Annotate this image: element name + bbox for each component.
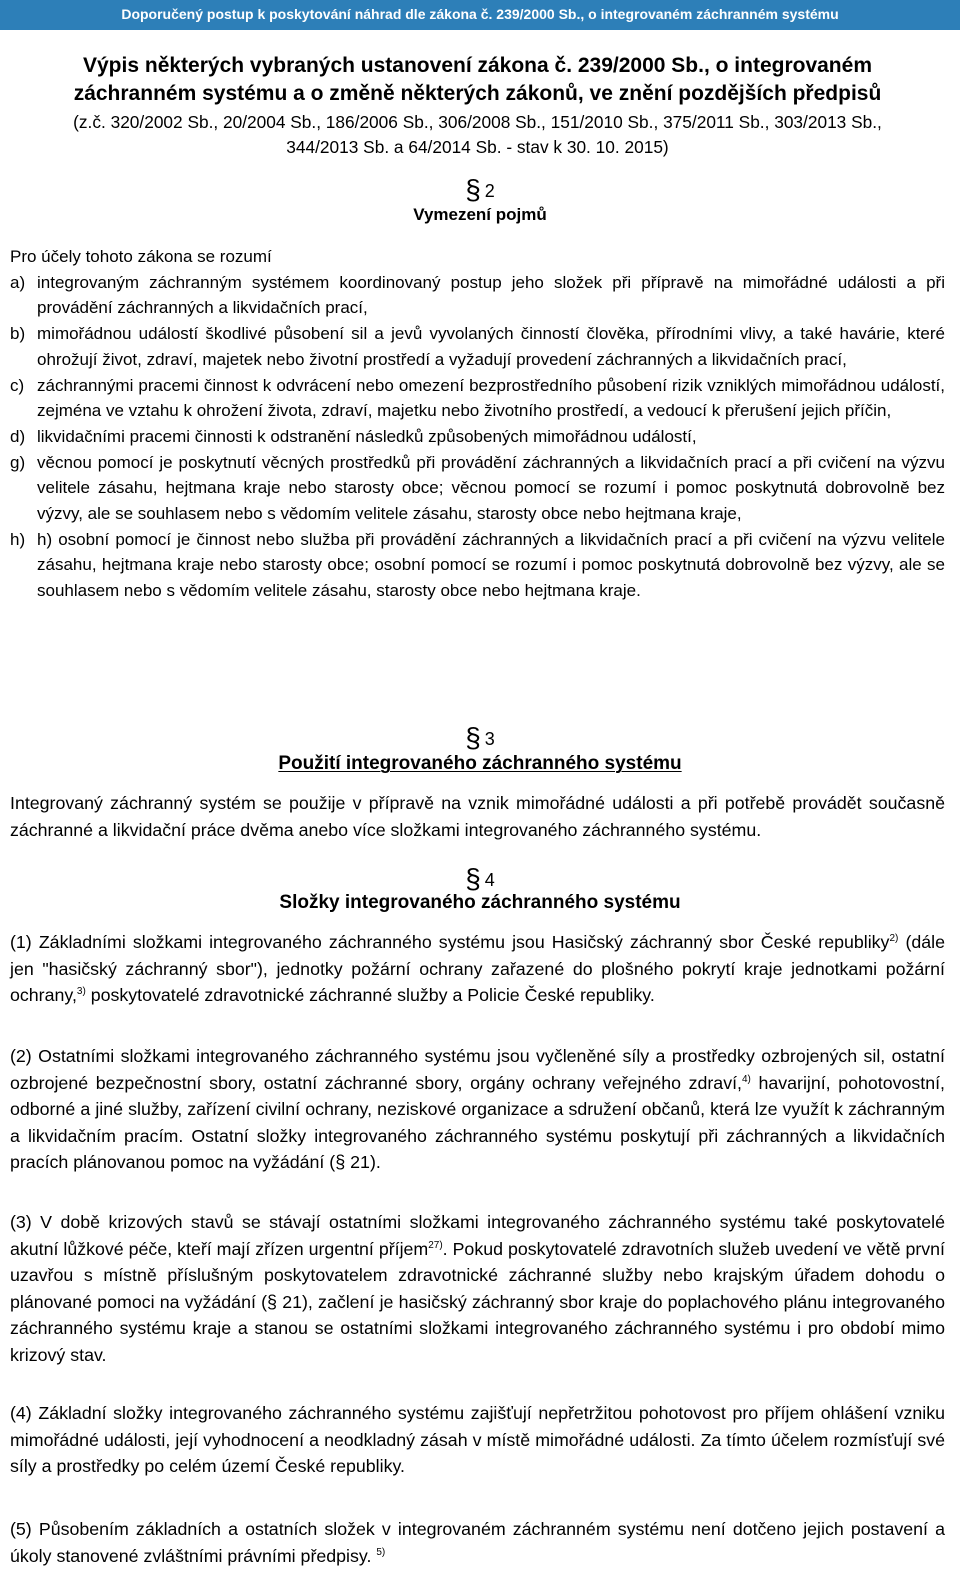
footnote-ref: 5) <box>376 1546 386 1558</box>
paragraph-icon: § <box>465 863 481 894</box>
section-3-number <box>0 722 960 753</box>
section-4-paragraph-4: (4) Základní složky integrovaného záchranného systému zajišťují nepřetržitou pohotovost pro příjem ohlášení vzniku mimořádné události, její vyhodnocení a neodkladný zásah v místě mimořádné události. Za tímto účelem rozmísťují své síly a prostředky po celém území České republiky. <box>10 1403 945 1476</box>
header-title: Doporučený postup k poskytování náhrad dle zákona č. 239/2000 Sb., o integrovaném záchranném systému <box>121 6 839 22</box>
item-label: h) <box>10 529 26 549</box>
section-2-number <box>0 174 960 205</box>
section-2-body <box>10 244 945 604</box>
text-run: (2) Ostatními složkami integrovaného záchranného systému jsou vyčleněné síly a prostředky ozbrojených sil, ostatní ozbrojené bezpečnostní sbory, ostatní záchranné sbory, orgány ochrany veřejného zdraví, <box>10 1046 945 1093</box>
text-run: ). <box>369 1152 381 1172</box>
footnote-ref: 27) <box>428 1239 443 1251</box>
text-run: ), začlení je hasičský záchranný sbor kraje do poplachového plánu integrovaného záchranného systému kraje a stanou se ostatními složkami integrovaného záchranného systému i pro období mimo krizový stav. <box>10 1291 945 1365</box>
item-text: záchrannými pracemi činnost k odvrácení nebo omezení bezprostředního působení rizik vzniklých mimořádnou událostí, zejména ve vztahu k ohrožení života, zdraví, majetku nebo životního prostředí, a vedoucí k přerušení jejich příčin, <box>37 375 945 421</box>
item-label: c) <box>10 375 25 395</box>
item-text: integrovaným záchranným systémem koordinovaný postup jeho složek při přípravě na mimořádné události a při provádění záchranných a likvidačních prací, <box>37 272 945 318</box>
section-number: 3 <box>484 729 495 749</box>
item-label: g) <box>10 452 26 472</box>
footnote-ref: 4) <box>741 1073 751 1085</box>
section-4-title: Složky integrovaného záchranného systému <box>279 892 681 913</box>
text-run: . Pokud poskytovatelé zdravotních služeb uvedení ve větě první uzavřou s místně příslušným poskytovatelem zdravotnické záchranné služby nebo krajským úřadem dohodu o plánované pomoci na vyžádání ( <box>10 1238 945 1312</box>
section-2-intro: Pro účely tohoto zákona se rozumí <box>10 247 272 266</box>
text-run: 21 <box>350 1152 370 1172</box>
paragraph-icon: § <box>335 1152 346 1172</box>
document-title <box>10 52 945 108</box>
section-4-paragraph-5 <box>10 1516 945 1569</box>
definition-item <box>10 450 945 527</box>
section-2-title: Vymezení pojmů <box>413 205 547 224</box>
text-run: poskytovatelé zdravotnické záchranné služby a Policie České republiky. <box>85 985 655 1005</box>
item-text: likvidačními pracemi činnosti k odstranění následků způsobených mimořádnou událostí, <box>37 426 697 446</box>
item-text: h) osobní pomocí je činnost nebo služba při provádění záchranných a likvidačních prací a při cvičení na výzvu velitele zásahu, hejtmana kraje nebo starosty obce; osobní pomocí se rozumí i pomoc poskytnutá dobrovolně bez výzvy, ale se souhlasem nebo s vědomím velitele zásahu, starosty obce nebo hejtmana kraje. <box>37 529 945 601</box>
section-4-paragraph-2 <box>10 1043 945 1176</box>
paragraph-icon: § <box>267 1291 278 1312</box>
section-3-title: Použití integrovaného záchranného systému <box>278 753 682 774</box>
title-line-1: Výpis některých vybraných ustanovení zákona č. 239/2000 Sb., o integrovaném <box>83 54 872 77</box>
section-4-paragraph-3 <box>10 1209 945 1368</box>
item-label: b) <box>10 324 26 344</box>
section-3-text: Integrovaný záchranný systém se použije v přípravě na vznik mimořádné události a při potřebě provádět současně záchranné a likvidační práce dvěma anebo více složkami integrovaného záchranného systému. <box>10 793 945 840</box>
definition-item <box>10 270 945 321</box>
text-run: (dále jen "hasičský záchranný sbor"), jednotky požární ochrany zařazené do plošného pokrytí kraje jednotkami požární ochrany, <box>10 932 945 1005</box>
item-label: a) <box>10 272 26 292</box>
document-header-bar <box>0 0 960 30</box>
document-subtitle <box>10 110 945 160</box>
title-line-4: 344/2013 Sb. a 64/2014 Sb. - stav k 30. 10. 2015) <box>286 137 669 157</box>
footnote-ref: 2) <box>889 933 899 944</box>
definition-item <box>10 527 945 604</box>
section-4-number <box>0 863 960 894</box>
text-run: 21 <box>282 1291 302 1312</box>
section-number: 4 <box>484 870 495 890</box>
definition-item <box>10 321 945 372</box>
text-run: (5) Působením základních a ostatních složek v integrovaném záchranném systému není dotčeno jejich postavení a úkoly stanovené zvláštními právními předpisy. <box>10 1519 945 1566</box>
section-4-paragraph-1 <box>10 929 945 1009</box>
paragraph-icon: § <box>465 174 481 205</box>
footnote-ref: 3) <box>76 986 86 997</box>
text-run: havarijní, pohotovostní, odborné a jiné služby, zařízení civilní ochrany, neziskové organizace a sdružení občanů, která lze využít k záchranným a likvidačním pracím. Ostatní složky integrovaného záchranného systému poskytují při záchranných a likvidačních pracích plánovanou pomoc na vyžádání ( <box>10 1072 945 1172</box>
text-run: (1) Základními složkami integrovaného záchranného systému jsou Hasičský záchranný sbor České republiky <box>10 932 890 952</box>
item-text: věcnou pomocí je poskytnutí věcných prostředků při provádění záchranných a likvidačních prací a při cvičení na výzvu velitele zásahu, hejtmana kraje nebo starosty obce; věcnou pomocí se rozumí i pomoc poskytnutá dobrovolně bez výzvy, ale se souhlasem nebo s vědomím velitele zásahu, starosty obce nebo hejtmana kraje, <box>37 452 945 524</box>
section-number: 2 <box>484 181 495 201</box>
title-line-3: (z.č. 320/2002 Sb., 20/2004 Sb., 186/2006 Sb., 306/2008 Sb., 151/2010 Sb., 375/2011 Sb., 303/2013 Sb., <box>73 112 882 132</box>
item-text: mimořádnou událostí škodlivé působení sil a jevů vyvolaných činností člověka, přírodními vlivy, a také havárie, které ohrožují život, zdraví, majetek nebo životní prostředí a vyžadují provedení záchranných a likvidačních prací, <box>37 324 945 369</box>
paragraph-icon: § <box>465 722 481 753</box>
definition-item <box>10 424 945 450</box>
definition-item <box>10 373 945 424</box>
item-label: d) <box>10 426 26 446</box>
text-run: (3) V době krizových stavů se stávají ostatními složkami integrovaného záchranného systému také poskytovatelé akutní lůžkové péče, kteří mají zřízen urgentní příjem <box>10 1212 945 1259</box>
title-line-2: záchranném systému a o změně některých zákonů, ve znění pozdějších předpisů <box>73 82 882 105</box>
